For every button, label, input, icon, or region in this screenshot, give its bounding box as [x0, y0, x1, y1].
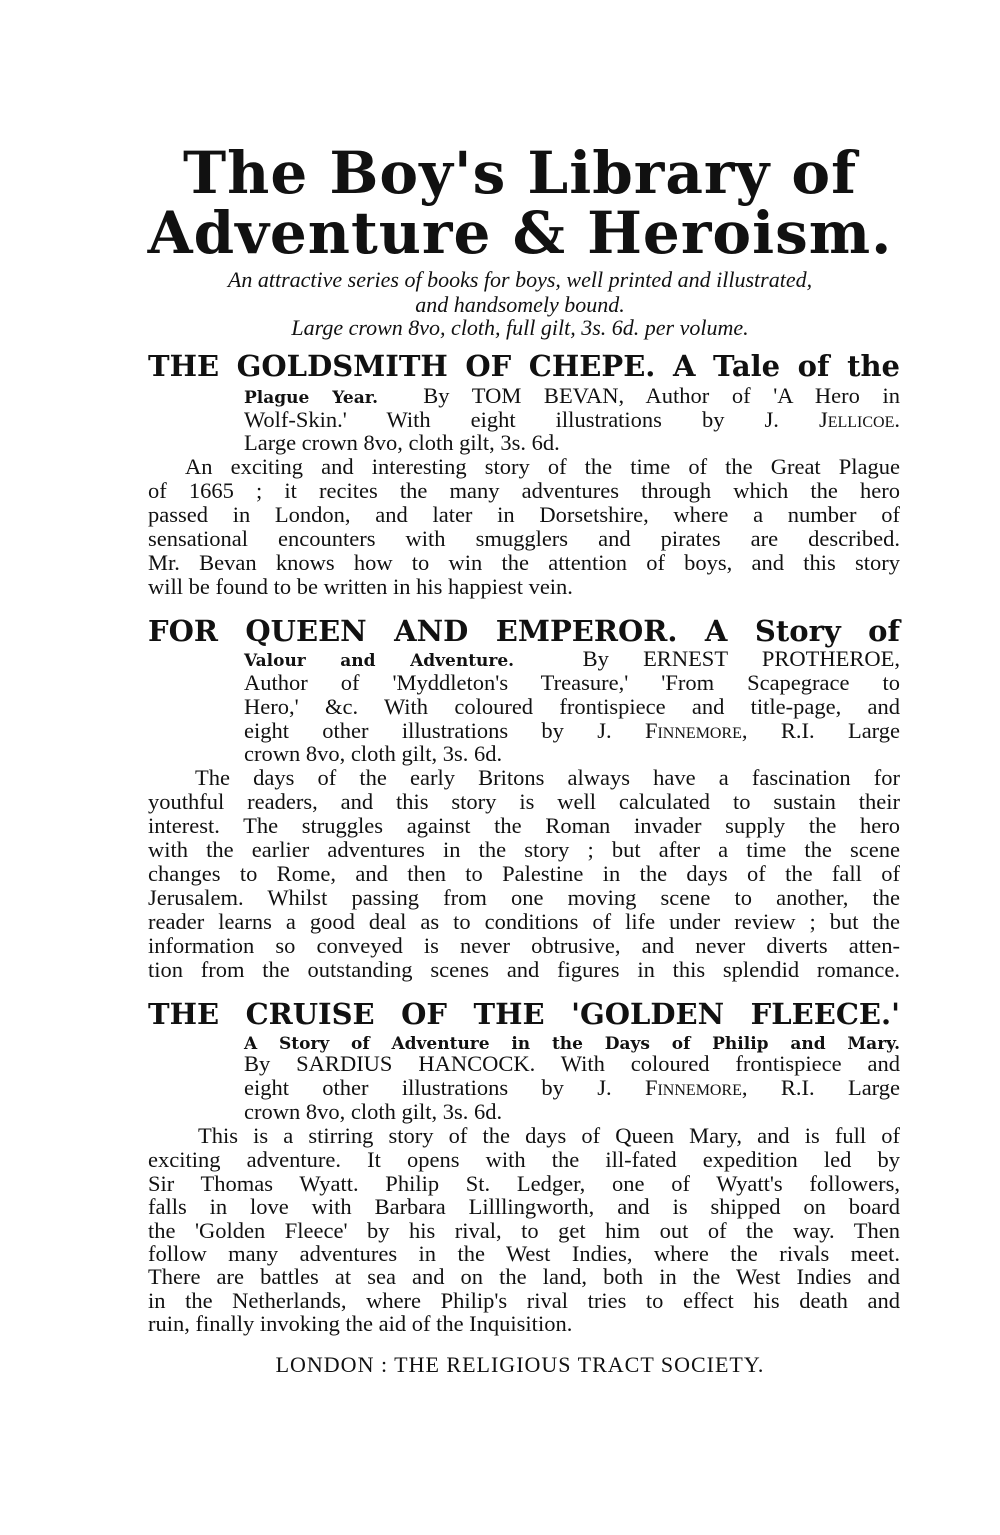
- illustrator-name: Finnemore,: [644, 1075, 748, 1100]
- description-line: changes to Rome, and then to Palestine in the days of the fall of: [148, 861, 900, 886]
- book-details-line: Author of 'Myddleton's Treasure,' 'From Scapegrace to: [244, 670, 900, 695]
- book-title: THE GOLDSMITH OF CHEPE. A Tale of the: [148, 349, 900, 383]
- description-line: ruin, finally invoking the aid of the Inquisition.: [148, 1311, 573, 1336]
- book-title: FOR QUEEN AND EMPEROR. A Story of: [148, 614, 900, 648]
- book-details-line: eight other illustrations by J. Finnemore, R.I. Large: [244, 1075, 900, 1100]
- book-details-line: By SARDIUS HANCOCK. With coloured frontispiece and: [244, 1051, 900, 1076]
- description-line: passed in London, and later in Dorsetshire, where a number of: [148, 502, 900, 527]
- description-line: The days of the early Britons always have a fascination for: [195, 765, 900, 790]
- book-subtitle: A Story of Adventure in the Days of Philip and Mary.: [244, 1034, 900, 1054]
- book-details-line: Valour and Adventure. By ERNEST PROTHEROE,: [244, 646, 901, 671]
- description-line: Mr. Bevan knows how to win the attention of boys, and this story: [148, 550, 900, 575]
- tagline-line-1: An attractive series of books for boys, well printed and illustrated,: [227, 267, 813, 292]
- description-line: youthful readers, and this story is well calculated to sustain their: [148, 789, 900, 814]
- description-line: There are battles at sea and on the land, both in the West Indies and: [148, 1264, 900, 1289]
- description-line: falls in love with Barbara Lilllingworth, and is shipped on board: [148, 1194, 900, 1219]
- page-title-line-1: The Boy's Library of: [182, 139, 858, 207]
- description-line: Sir Thomas Wyatt. Philip St. Ledger, one of Wyatt's followers,: [148, 1171, 900, 1196]
- book-subtitle: Valour and Adventure.: [244, 651, 515, 671]
- description-line: information so conveyed is never obtrusive, and never diverts atten-: [148, 933, 900, 958]
- book-details-line: eight other illustrations by J. Finnemore, R.I. Large: [244, 718, 900, 743]
- description-line: follow many adventures in the West Indies, where the rivals meet.: [148, 1241, 900, 1266]
- book-details-line: Large crown 8vo, cloth gilt, 3s. 6d.: [244, 430, 560, 455]
- description-line: tion from the outstanding scenes and figures in this splendid romance.: [148, 957, 900, 982]
- tagline-line-3: Large crown 8vo, cloth, full gilt, 3s. 6d. per volume.: [291, 315, 749, 340]
- description-line: will be found to be written in his happiest vein.: [148, 574, 573, 599]
- publisher-imprint: LONDON : THE RELIGIOUS TRACT SOCIETY.: [275, 1352, 765, 1377]
- description-line: of 1665 ; it recites the many adventures through which the hero: [148, 478, 900, 503]
- description-line: the 'Golden Fleece' by his rival, to get him out of the way. Then: [148, 1218, 900, 1243]
- book-details-line: Hero,' &c. With coloured frontispiece and title-page, and: [244, 694, 900, 719]
- description-line: reader learns a good deal as to conditions of life under review ; but the: [148, 909, 900, 934]
- illustrator-name: Jellicoe.: [818, 407, 901, 432]
- tagline-line-2: and handsomely bound.: [415, 292, 625, 317]
- description-line: Jerusalem. Whilst passing from one moving scene to another, the: [148, 885, 900, 910]
- description-line: with the earlier adventures in the story ; but after a time the scene: [148, 837, 900, 862]
- description-line: An exciting and interesting story of the time of the Great Plague: [185, 454, 900, 479]
- book-details-line: Wolf-Skin.' With eight illustrations by J. Jellicoe.: [244, 407, 901, 432]
- book-title: THE CRUISE OF THE 'GOLDEN FLEECE.': [148, 997, 900, 1031]
- illustrator-name: Finnemore,: [644, 718, 748, 743]
- book-details-line: crown 8vo, cloth gilt, 3s. 6d.: [244, 741, 503, 766]
- book-subtitle: Plague Year.: [244, 388, 379, 408]
- description-line: interest. The struggles against the Roman invader supply the hero: [148, 813, 900, 838]
- book-details-line: Plague Year. By TOM BEVAN, Author of 'A Hero in: [244, 383, 901, 408]
- description-line: sensational encounters with smugglers and pirates are described.: [148, 526, 900, 551]
- description-line: This is a stirring story of the days of Queen Mary, and is full of: [198, 1123, 900, 1148]
- description-line: exciting adventure. It opens with the ill-fated expedition led by: [148, 1147, 900, 1172]
- page-title-line-2: Adventure & Heroism.: [147, 199, 893, 267]
- description-line: in the Netherlands, where Philip's rival tries to effect his death and: [148, 1288, 900, 1313]
- book-details-line: crown 8vo, cloth gilt, 3s. 6d.: [244, 1099, 503, 1124]
